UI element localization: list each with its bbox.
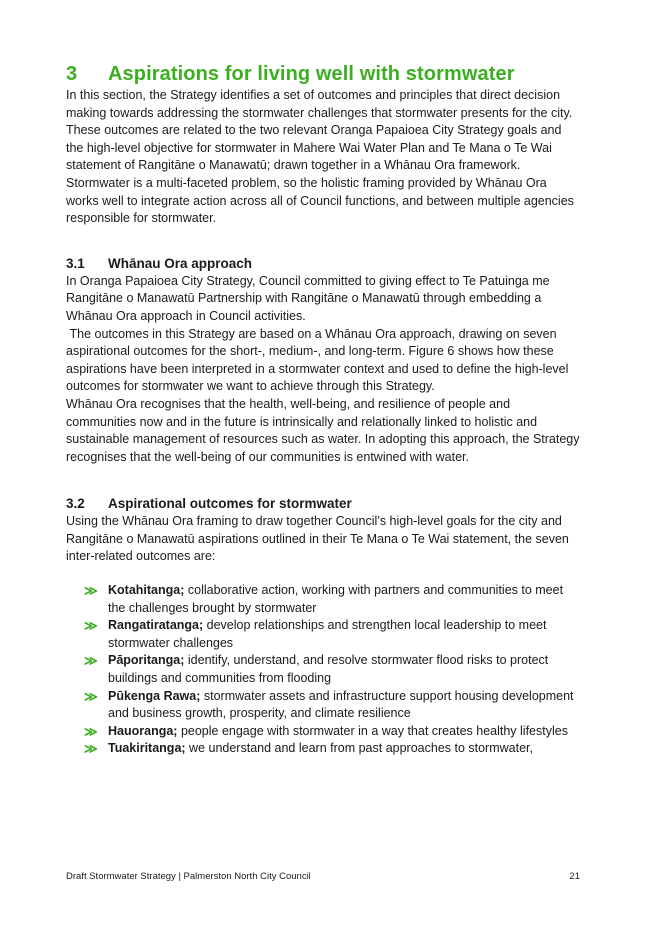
heading-title: Whānau Ora approach [108,255,253,271]
bullet-body: collaborative action, working with partners and communities to meet the challenges brought by stormwater [108,583,564,615]
bullet-body: people engage with stormwater in a way that creates healthy lifestyles [180,723,568,738]
paragraph: These outcomes are related to the two relevant Oranga Papaioea City Strategy goals and the high-level objective for stormwater in Mahere Wai Water Plan and Te Mana o Te Wai statement of Rangitāne o Manawatū; drawn together in a Whānau Ora framework. Stormwater is a multi-faceted problem, so the holistic framing provided by Whānau Ora works well to integrate action across all of Council functions, and between multiple agencies responsible for stormwater. [66,123,578,226]
bullet-body: stormwater assets and infrastructure support housing development and business growth, prosperity, and climate resilience [108,688,574,721]
paragraph: Using the Whānau Ora framing to draw together Council’s high-level goals for the city and Rangitāne o Manawatū aspirations outlined in their Te Mana o Te Wai statement, the seven inter-related outcomes are: [66,514,573,564]
heading-number: 3.1 [66,255,85,271]
chevron-bullet-icon: ≫ [84,688,98,704]
list-item [84,582,580,617]
footer-text: Draft Stormwater Strategy | Palmerston North City Council [66,871,311,882]
bullet-body: we understand and learn from past approaches to stormwater, [189,741,533,756]
chevron-bullet-icon: ≫ [84,583,98,599]
heading-number: 3 [66,63,78,85]
list-item [84,652,580,687]
bullet-term: Tuakiritanga; [108,741,186,756]
list-item [84,617,580,652]
heading-title: Aspirations for living well with stormwater [108,63,515,85]
heading-title: Aspirational outcomes for stormwater [108,496,352,512]
section-heading-3-1 [66,255,580,273]
list-item [84,723,580,741]
bullet-text [108,688,580,723]
bullet-text [108,652,580,687]
bullet-text [108,617,580,652]
chevron-bullet-icon: ≫ [84,618,98,634]
bullet-term: Pāporitanga; [108,653,185,668]
list-item [84,740,580,758]
paragraph: In Oranga Papaioea City Strategy, Council committed to giving effect to Te Patuinga me Rangitāne o Manawatū Partnership with Rangitāne o Manawatū through embedding a Whānau Ora approach in Council activities. [66,273,554,323]
paragraph: The outcomes in this Strategy are based on a Whānau Ora approach, drawing on seven aspirational outcomes for the short-, medium-, and long-term. Figure 6 shows how these aspirations have been interpreted in a stormwater context and used to define the high-level outcomes for stormwater we want to achieve through this Strategy. [66,326,572,394]
outcomes-bullet-list [66,582,580,758]
bullet-body: develop relationships and strengthen local leadership to meet stormwater challenges [108,618,547,650]
bullet-term: Rangatiratanga; [108,618,204,633]
bullet-text [108,723,568,741]
bullet-text [108,582,580,617]
chevron-bullet-icon: ≫ [84,723,98,739]
bullet-term: Hauoranga; [108,723,178,738]
section-heading-3-2 [66,495,580,513]
bullet-text [108,740,533,758]
paragraph: In this section, the Strategy identifies a set of outcomes and principles that direct decision making towards addressing the stormwater challenges that stormwater presents for the city. [66,88,573,120]
paragraph: Whānau Ora recognises that the health, well-being, and resilience of people and communities now and in the future is intrinsically and relationally linked to holistic and sustainable management of resources such as water. In adopting this approach, the Strategy recognises that the well-being of our communities is entwined with water. [66,396,583,464]
bullet-term: Kotahitanga; [108,583,185,598]
page-footer [66,871,580,883]
page-number: 21 [569,871,580,882]
bullet-body: identify, understand, and resolve stormwater flood risks to protect buildings and communities from flooding [108,653,549,686]
section-heading-3 [66,62,580,87]
list-item [84,688,580,723]
chevron-bullet-icon: ≫ [84,653,98,669]
bullet-term: Pūkenga Rawa; [108,688,201,703]
heading-number: 3.2 [66,496,85,512]
chevron-bullet-icon: ≫ [84,741,98,757]
